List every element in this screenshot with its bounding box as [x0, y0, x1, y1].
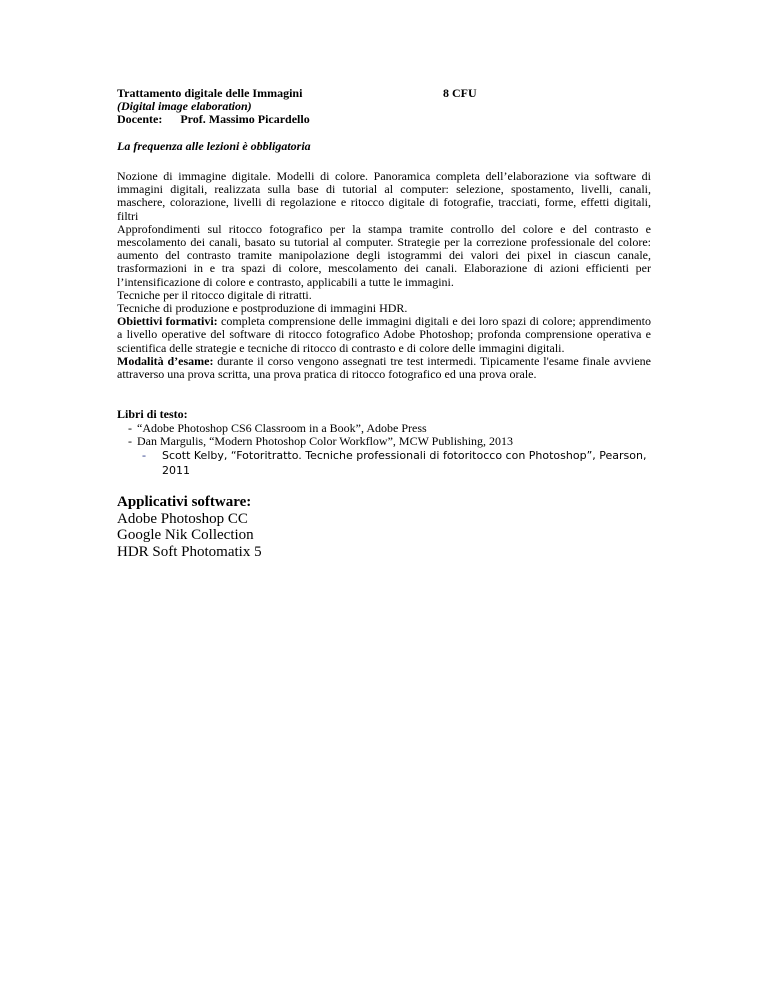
- software-item: HDR Soft Photomatix 5: [117, 543, 262, 560]
- textbook-text: Dan Margulis, “Modern Photoshop Color Workflow”, MCW Publishing, 2013: [137, 434, 514, 448]
- docente-line: [117, 113, 657, 126]
- textbook-item: [117, 448, 651, 478]
- list-dash: -: [142, 448, 146, 462]
- textbook-text: Scott Kelby, “Fotoritratto. Tecniche professionali di fotoritocco con Photoshop”, Pearson, 2011: [162, 449, 647, 477]
- docente-label: Docente:: [117, 112, 163, 126]
- exam-text: durante il corso vengono assegnati tre test intermedi. Tipicamente l'esame finale avviene attraverso una prova scritta, una prova pratica di ritocco fotografico ed una prova orale.: [117, 353, 651, 382]
- textbooks-title: Libri di testo:: [117, 407, 188, 421]
- list-dash: -: [128, 434, 132, 448]
- course-header: [117, 87, 657, 126]
- software-item: Adobe Photoshop CC: [117, 510, 248, 527]
- textbook-item: [117, 435, 651, 448]
- list-dash: -: [128, 421, 132, 435]
- credits-label: 8 CFU: [443, 86, 477, 100]
- paragraph-hdr: Tecniche di produzione e postproduzione di immagini HDR.: [117, 301, 408, 316]
- paragraph-exam: [117, 355, 651, 381]
- docente-name: Prof. Massimo Picardello: [180, 112, 310, 126]
- software-item: Google Nik Collection: [117, 527, 254, 543]
- attendance-note: La frequenza alle lezioni è obbligatoria: [117, 139, 311, 153]
- objectives-text: completa comprensione delle immagini digitali e dei loro spazi di colore; apprendimento a livello operative del software di ritocco fotografico Adobe Photoshop; profonda comprensione operativa e scientifica delle strategie e tecniche di ritocco di contrasto e di colore delle immagini digitali.: [117, 314, 651, 355]
- course-title: Trattamento digitale delle Immagini: [117, 86, 303, 100]
- course-description: [117, 170, 651, 381]
- textbook-text: “Adobe Photoshop CS6 Classroom in a Book”, Adobe Press: [137, 421, 427, 435]
- software-section: [117, 494, 262, 560]
- software-title: Applicativi software:: [117, 494, 252, 510]
- course-english-title: (Digital image elaboration): [117, 99, 252, 113]
- paragraph-overview: Nozione di immagine digitale. Modelli di colore. Panoramica completa dell’elaborazione via software di immagini digitali, realizzata sulla base di tutorial al computer: selezione, spostamento, livelli, canali, maschere, colorazione, livelli di regolazione e ritocco digitale di fotografie, tracciati, forme, effetti digitali, filtri: [117, 169, 651, 223]
- paragraph-portraits: Tecniche per il ritocco digitale di ritratti.: [117, 287, 312, 302]
- paragraph-objectives: [117, 315, 651, 355]
- exam-label: Modalità d’esame:: [117, 353, 214, 368]
- textbooks-list: [117, 422, 651, 478]
- textbooks-section: [117, 408, 651, 478]
- objectives-label: Obiettivi formativi:: [117, 314, 218, 329]
- paragraph-retouch: Approfondimenti sul ritocco fotografico per la stampa tramite controllo del colore e del contrasto e mescolamento dei canali, basato su tutorial al computer. Strategie per la correzione professionale del colore: aumento del contrasto tramite manipolazione degli istogrammi dei valori dei pixel in ciascun canale, trasformazioni in e tra spazi di colore, mescolamento dei canali. Elaborazione di azioni efficienti per l’intensificazione di colore e contrasto, applicabili a tutte le immagini.: [117, 221, 651, 289]
